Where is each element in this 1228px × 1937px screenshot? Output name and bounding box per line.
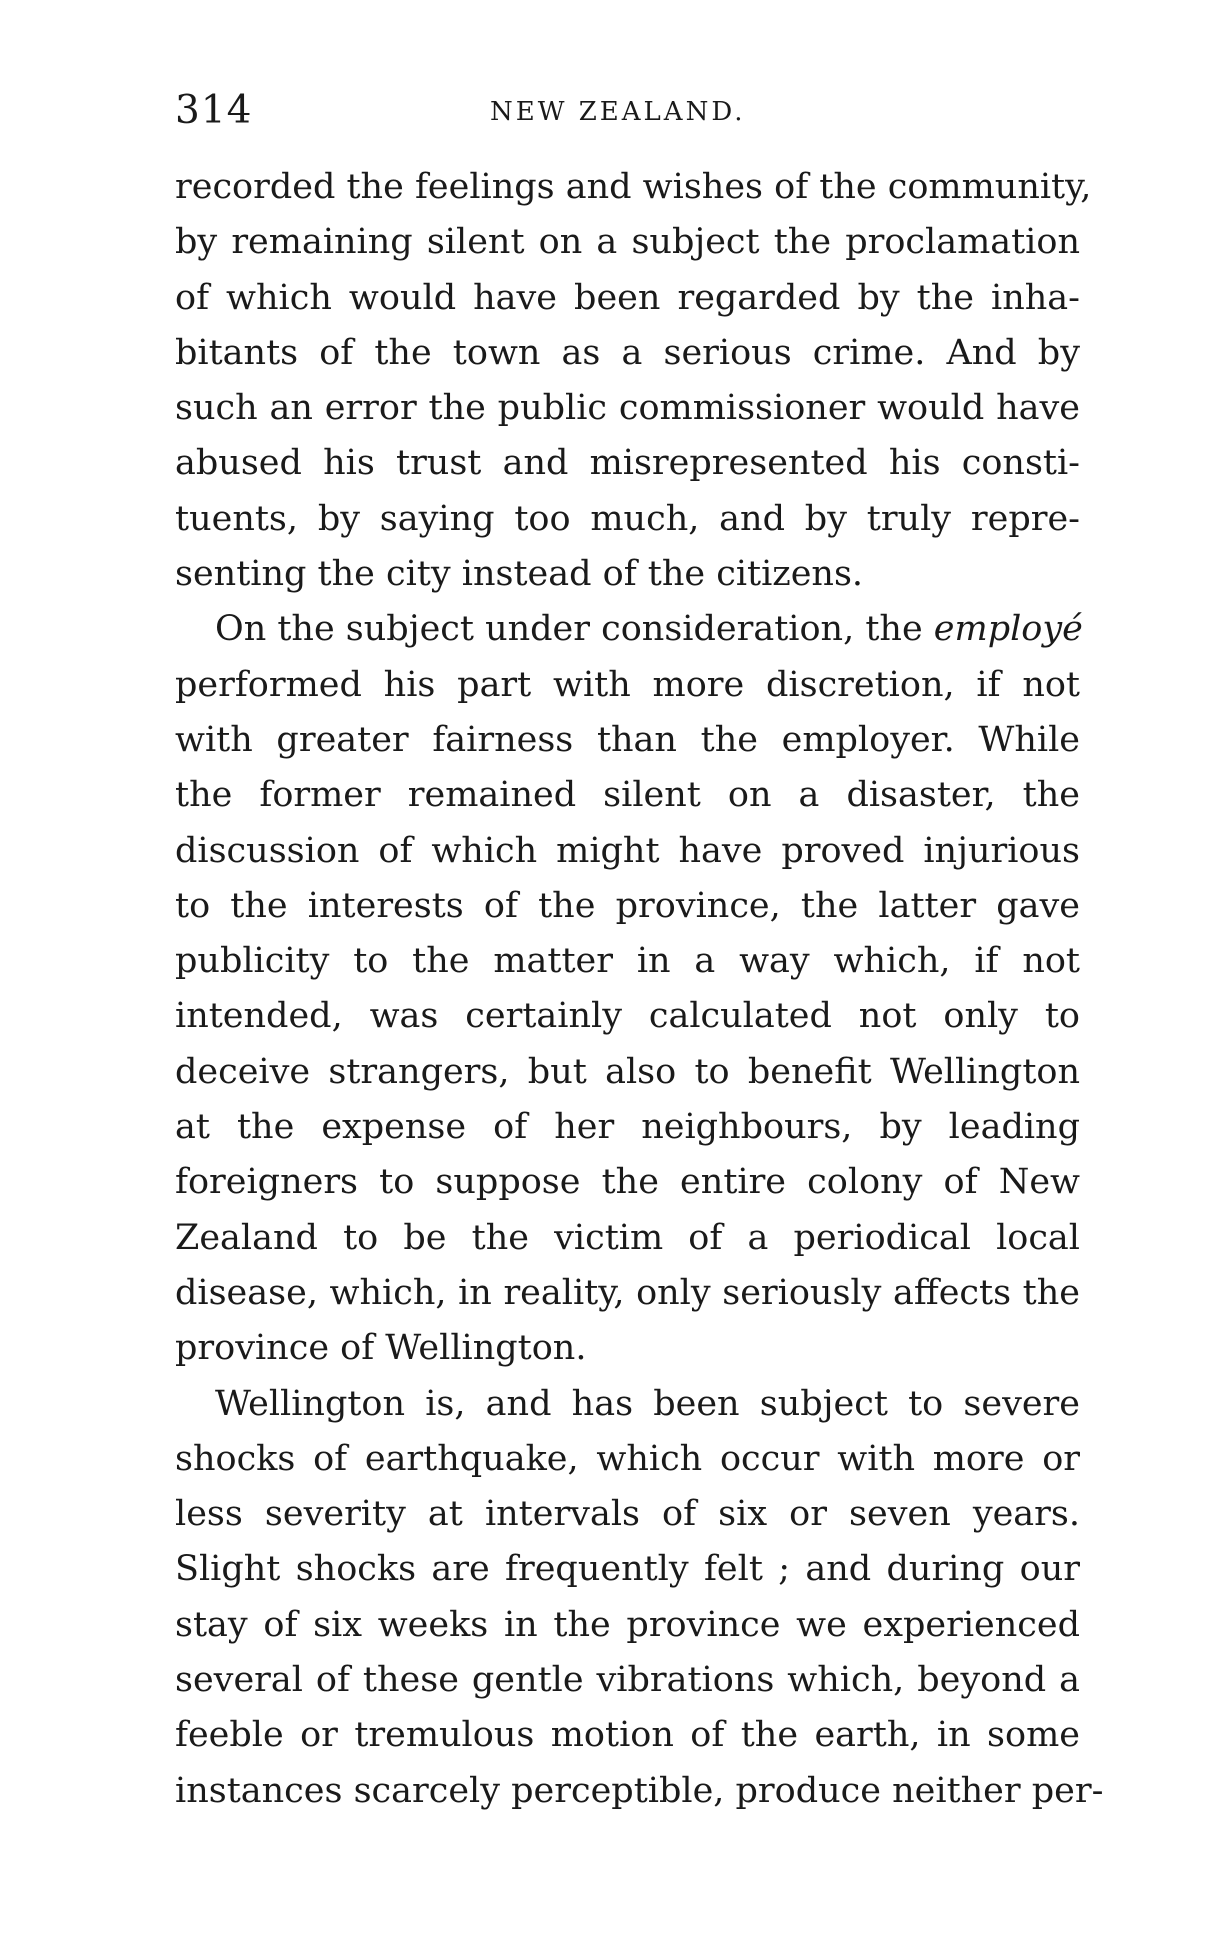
text-line: feeble or tremulous motion of the earth, in some xyxy=(175,1715,1080,1756)
text-line: performed his part with more discretion, if not xyxy=(175,664,1080,705)
text-line-with-emphasis xyxy=(175,602,1083,657)
text-line: stay of six weeks in the province we experienced xyxy=(175,1604,1080,1645)
text-line: disease, which, in reality, only seriously affects the xyxy=(175,1272,1080,1313)
text-line: shocks of earthquake, which occur with more or xyxy=(175,1438,1080,1479)
text-line: less severity at intervals of six or seven years. xyxy=(175,1494,1080,1535)
text-line: such an error the public commissioner would have xyxy=(175,388,1080,429)
text-line: recorded the feelings and wishes of the community, xyxy=(175,167,1092,207)
text-line: Wellington is, and has been subject to severe xyxy=(215,1383,1080,1424)
text-line: publicity to the matter in a way which, if not xyxy=(175,941,1080,982)
text-line: to the interests of the province, the latter gave xyxy=(175,885,1080,926)
running-head: NEW ZEALAND. xyxy=(490,97,746,127)
text-line: at the expense of her neighbours, by leading xyxy=(175,1107,1080,1148)
text-line: instances scarcely perceptible, produce neither per- xyxy=(175,1770,1104,1811)
text-line: foreigners to suppose the entire colony of New xyxy=(175,1162,1080,1203)
text-line: abused his trust and misrepresented his consti- xyxy=(175,443,1080,484)
page-header xyxy=(175,86,1080,136)
text-line: the former remained silent on a disaster, the xyxy=(175,775,1080,816)
text-line: Slight shocks are frequently felt ; and during our xyxy=(175,1549,1080,1590)
body-text xyxy=(175,160,1104,1819)
page-number: 314 xyxy=(175,88,253,133)
text-line: by remaining silent on a subject the proclamation xyxy=(175,222,1080,263)
text-line-start: On the subject under consideration, the xyxy=(215,609,923,650)
text-line: of which would have been regarded by the inha- xyxy=(175,277,1080,318)
text-line: several of these gentle vibrations which, beyond a xyxy=(175,1660,1080,1701)
text-line: tuents, by saying too much, and by truly repre- xyxy=(175,498,1080,539)
text-line: senting the city instead of the citizens. xyxy=(175,554,864,595)
text-line: Zealand to be the victim of a periodical local xyxy=(175,1217,1080,1258)
italic-word: employé xyxy=(933,609,1083,650)
text-line: discussion of which might have proved injurious xyxy=(175,830,1080,871)
text-line: province of Wellington. xyxy=(175,1328,587,1369)
text-line: intended, was certainly calculated not only to xyxy=(175,996,1080,1037)
text-line: bitants of the town as a serious crime. And by xyxy=(175,332,1080,373)
text-line: with greater fairness than the employer. While xyxy=(175,719,1080,760)
text-line: deceive strangers, but also to benefit Wellington xyxy=(175,1051,1080,1092)
